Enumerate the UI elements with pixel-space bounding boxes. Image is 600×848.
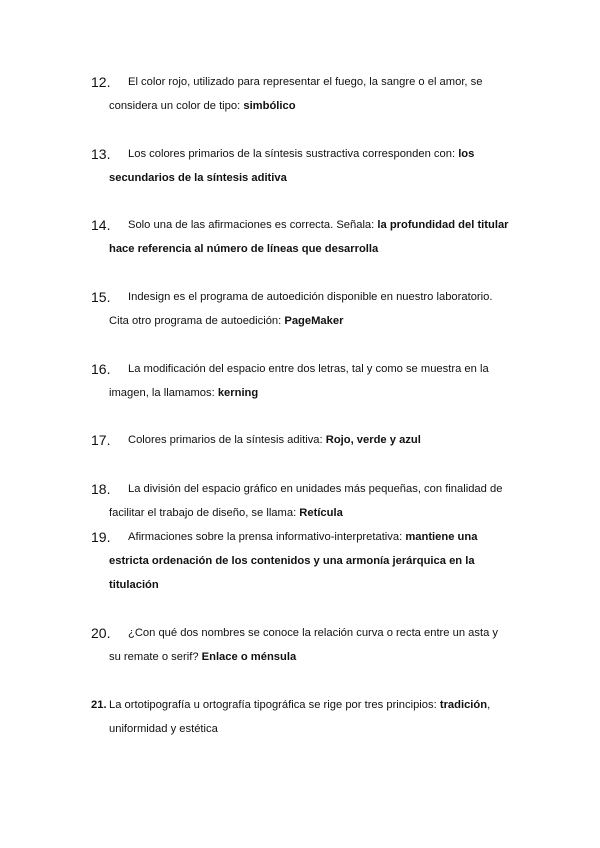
question-text-line [109, 237, 378, 261]
question-text-line: El color rojo, utilizado para representar el fuego, la sangre o el amor, se [128, 76, 483, 88]
question-text: Cita otro programa de autoedición: [109, 315, 285, 327]
question-text-line [109, 549, 475, 573]
question-text: su remate o serif? [109, 651, 202, 663]
question-text-line: La división del espacio gráfico en unidades más pequeñas, con finalidad de [128, 483, 503, 495]
question-number: 16. [91, 361, 111, 377]
question-text: facilitar el trabajo de diseño, se llama: [109, 507, 300, 519]
question-number: 21. [91, 699, 107, 711]
question-number: 19. [91, 529, 111, 545]
answer-text: Retícula [299, 507, 343, 519]
answer-text: PageMaker [284, 315, 344, 327]
question-number: 12. [91, 74, 111, 90]
answer-text: kerning [217, 387, 259, 399]
question-text: Colores primarios de la síntesis aditiva: [128, 434, 326, 446]
question-text-line [128, 213, 509, 237]
question-text-line: Indesign es el programa de autoedición disponible en nuestro laboratorio. [128, 291, 493, 303]
question-text-line [109, 573, 159, 597]
answer-text: estricta ordenación de los contenidos y una armonía jerárquica en la [109, 555, 475, 567]
answer-text: tradición [439, 699, 488, 711]
answer-text: Enlace o ménsula [201, 651, 297, 663]
question-number: 14. [91, 217, 111, 233]
question-text-line: uniformidad y estética [109, 723, 218, 735]
question-text: Solo una de las afirmaciones es correcta. Señala: [128, 219, 378, 231]
question-text-line [109, 309, 343, 333]
answer-text: los [458, 148, 475, 160]
question-text: considera un color de tipo: [109, 100, 244, 112]
question-text-line [109, 501, 343, 525]
question-text: imagen, la llamamos: [109, 387, 218, 399]
question-text-line [109, 94, 296, 118]
answer-text: secundarios de la síntesis aditiva [109, 172, 287, 184]
question-text-line [128, 428, 421, 452]
answer-text: hace referencia al número de líneas que desarrolla [109, 243, 379, 255]
answer-text: la profundidad del titular [377, 219, 509, 231]
answer-text: titulación [109, 579, 159, 591]
question-text-line: La modificación del espacio entre dos letras, tal y como se muestra en la [128, 363, 489, 375]
question-text: Afirmaciones sobre la prensa informativo-interpretativa: [128, 531, 406, 543]
answer-text: simbólico [243, 100, 296, 112]
question-text-line [109, 645, 296, 669]
question-number: 18. [91, 481, 111, 497]
answer-text: Rojo, verde y azul [325, 434, 421, 446]
answer-text: mantiene una [405, 531, 478, 543]
question-text-line [128, 525, 477, 549]
question-number: 15. [91, 289, 111, 305]
question-text-line [109, 693, 490, 717]
question-text-line [109, 166, 287, 190]
question-text: La ortotipografía u ortografía tipográfica se rige por tres principios: [109, 699, 440, 711]
question-number: 20. [91, 625, 111, 641]
question-text-line [109, 381, 258, 405]
punctuation: , [487, 699, 491, 711]
question-text-line [128, 142, 474, 166]
question-text-line: ¿Con qué dos nombres se conoce la relación curva o recta entre un asta y [128, 627, 499, 639]
question-number: 17. [91, 432, 111, 448]
question-number: 13. [91, 146, 111, 162]
question-text: Los colores primarios de la síntesis sustractiva corresponden con: [128, 148, 459, 160]
